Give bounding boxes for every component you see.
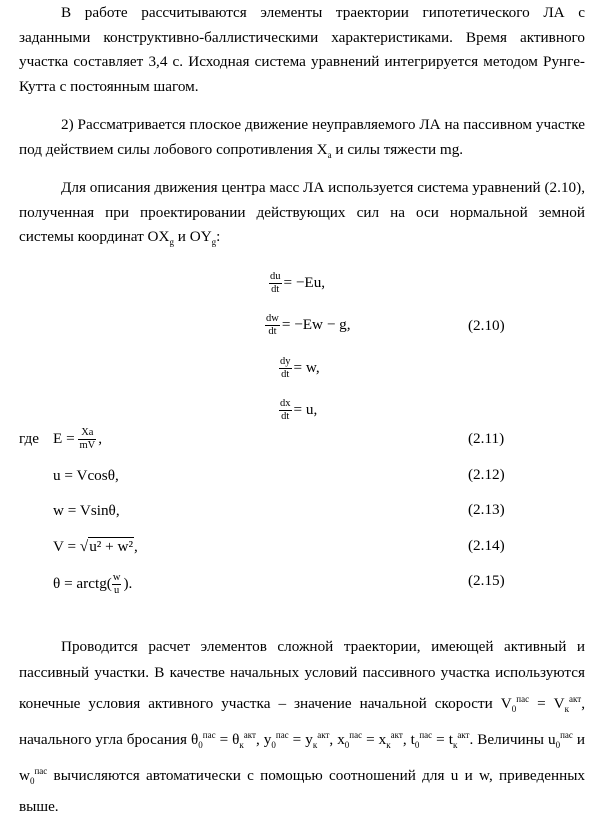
paragraph-eq-intro-text: Для описания движения центра масс ЛА используется система уравнений (2.10), полученная при проектировании действующих сил на оси нормальной земной системы координат OX bbox=[19, 179, 585, 245]
equation-rhs: = −Ew − g, bbox=[281, 315, 351, 333]
formula-tail: ). bbox=[123, 574, 133, 592]
subscript: 0 bbox=[198, 740, 203, 751]
superscript: акт bbox=[569, 694, 582, 704]
oxg-subscript: g bbox=[169, 237, 174, 248]
formula-e bbox=[53, 427, 102, 452]
paragraph-passive-tail: и силы тяжести mg. bbox=[331, 140, 464, 158]
equation-number-2-10: (2.10) bbox=[468, 317, 505, 334]
fraction-denominator: dt bbox=[268, 326, 277, 337]
equation-dw-dt bbox=[265, 313, 351, 338]
paragraph-intro-text: В работе рассчитываются элементы траектории гипотетического ЛА с заданными конструктивно-баллистическими характеристиками. Время активного участка составляет 3,4 с. Исходная система уравнений интегрируется методом Рунге-Кутта с постоянным шагом. bbox=[19, 4, 585, 95]
paragraph-trajectory bbox=[19, 634, 585, 820]
subscript: к bbox=[239, 740, 244, 751]
equation-dy-dt bbox=[279, 356, 320, 381]
text-run: , x bbox=[329, 731, 345, 749]
paragraph-passive-motion bbox=[19, 113, 585, 167]
equation-du-dt bbox=[269, 271, 325, 296]
superscript: акт bbox=[457, 730, 470, 741]
fraction-numerator: w bbox=[112, 572, 121, 583]
equation-rhs: = −Eu, bbox=[283, 273, 326, 291]
fraction-du-dt bbox=[269, 271, 282, 296]
text-run: = y bbox=[288, 731, 313, 749]
superscript: акт bbox=[243, 730, 256, 741]
formula-v bbox=[53, 537, 138, 557]
text-run: , начального угла бросания θ bbox=[19, 695, 585, 749]
equation-number-2-12: (2.12) bbox=[468, 466, 505, 483]
text-run: = θ bbox=[215, 731, 240, 749]
fraction-dw-dt bbox=[265, 313, 280, 338]
fraction-xa-mv bbox=[78, 427, 96, 452]
xa-subscript: a bbox=[327, 149, 332, 160]
paragraph-intro bbox=[19, 1, 585, 99]
text-run: , y bbox=[255, 731, 272, 749]
superscript: пас bbox=[275, 730, 289, 741]
superscript: пас bbox=[560, 730, 573, 741]
subscript: 0 bbox=[414, 740, 420, 751]
subscript: к bbox=[312, 740, 318, 751]
paragraph-passive-text: 2) Рассматривается плоское движение неуправляемого ЛА на пассивном участке под действием силы лобового сопротивления X bbox=[19, 116, 585, 158]
equation-dx-dt bbox=[279, 398, 317, 423]
superscript: пас bbox=[516, 694, 530, 704]
formula-lhs: V = √ bbox=[53, 538, 89, 555]
equation-rhs: = u, bbox=[293, 400, 318, 418]
equation-rhs: = w, bbox=[293, 358, 320, 376]
fraction-numerator: du bbox=[270, 271, 281, 282]
sqrt-radicand: u² + w² bbox=[89, 538, 134, 555]
text-run: и w bbox=[19, 731, 585, 785]
text-run: вычисляются автоматически с помощью соотношений для u и w, приведенных выше. bbox=[19, 767, 585, 816]
text-run: = x bbox=[362, 731, 387, 749]
subscript: 0 bbox=[555, 740, 561, 751]
fraction-denominator: dt bbox=[271, 284, 280, 295]
equation-number-2-13: (2.13) bbox=[468, 501, 505, 518]
fraction-dx-dt bbox=[279, 398, 292, 423]
subscript: к bbox=[386, 740, 391, 751]
subscript: 0 bbox=[511, 704, 517, 715]
oyg-subscript: g bbox=[211, 237, 217, 248]
text-run: , t bbox=[402, 731, 415, 749]
paragraph-eq-intro-tail: : bbox=[216, 228, 221, 245]
formula-u: u = Vcosθ, bbox=[53, 467, 119, 484]
text-run: = V bbox=[529, 695, 565, 713]
equation-number-2-15: (2.15) bbox=[468, 572, 505, 589]
formula-w: w = Vsinθ, bbox=[53, 502, 120, 519]
paragraph-equations-intro bbox=[19, 176, 585, 255]
paragraph-traj-text: Проводится расчет элементов сложной траектории, имеющей активный и пассивный участки. В качестве начальных условий пассивного участка используются конечные условия активного участка – значение начальной скорости V bbox=[19, 638, 585, 713]
fraction-numerator: dw bbox=[266, 313, 279, 324]
subscript: 0 bbox=[29, 776, 35, 787]
fraction-w-u bbox=[112, 572, 122, 597]
subscript: к bbox=[564, 704, 569, 715]
text-run: = t bbox=[432, 731, 453, 749]
fraction-denominator: dt bbox=[281, 411, 290, 422]
subscript: 0 bbox=[344, 740, 350, 751]
equation-number-2-14: (2.14) bbox=[468, 537, 505, 554]
superscript: акт bbox=[317, 730, 330, 741]
fraction-denominator: mV bbox=[79, 440, 96, 451]
fraction-numerator: dx bbox=[280, 398, 291, 409]
superscript: пас bbox=[419, 730, 433, 741]
formula-tail: , bbox=[134, 538, 138, 555]
paragraph-eq-intro-mid: и OY bbox=[174, 228, 212, 245]
fraction-denominator: dt bbox=[281, 369, 290, 380]
subscript: к bbox=[452, 740, 458, 751]
formula-lhs: θ = arctg( bbox=[53, 574, 112, 592]
superscript: пас bbox=[202, 730, 216, 741]
fraction-dy-dt bbox=[279, 356, 292, 381]
fraction-numerator: dy bbox=[280, 356, 291, 367]
superscript: пас bbox=[34, 766, 48, 777]
equation-number-2-11: (2.11) bbox=[468, 430, 505, 447]
superscript: акт bbox=[390, 730, 403, 741]
text-run: . Величины u bbox=[469, 731, 556, 749]
superscript: пас bbox=[349, 730, 363, 741]
fraction-numerator: Xa bbox=[78, 427, 96, 440]
fraction-denominator: u bbox=[114, 585, 120, 596]
where-label: где bbox=[19, 430, 39, 447]
formula-theta bbox=[53, 572, 132, 597]
subscript: 0 bbox=[271, 740, 276, 751]
formula-lhs: E = bbox=[53, 429, 79, 447]
formula-tail: , bbox=[98, 429, 102, 447]
